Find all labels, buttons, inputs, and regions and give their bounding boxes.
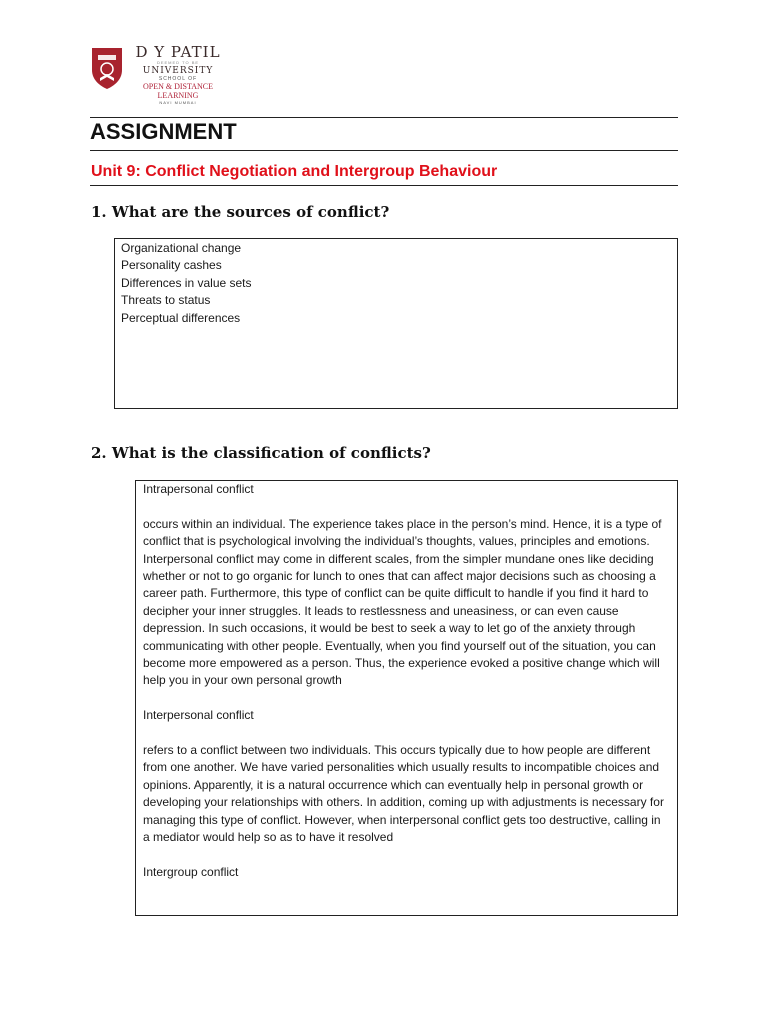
- answer-1-item: Threats to status: [121, 293, 211, 308]
- intergroup-heading: Intergroup conflict: [143, 864, 239, 879]
- intrapersonal-heading: Intrapersonal conflict: [143, 482, 254, 496]
- unit-heading: Unit 9: Conflict Negotiation and Intergroup Behaviour: [91, 163, 498, 180]
- answer-1-item: Personality cashes: [121, 258, 222, 273]
- logo-odl-line2: LEARNING: [157, 91, 199, 100]
- header-rule: [90, 117, 678, 118]
- answer-1-box: [114, 238, 678, 409]
- interpersonal-text: refers to a conflict between two individuals. This occurs typically due to how people are different from one another. We have varied personalities which usually results to incompatible choices and opinions. Apparently, it is a natural occurrence which can eventually help in personal growth or developing your relationships with others. In addition, coming up with adjustments is necessary for managing this type of conflict. However, when interpersonal conflict gets too destructive, calling in a mediator would help so as to have it resolved: [143, 743, 664, 845]
- unit-rule: [90, 185, 678, 186]
- answer-1-item: Differences in value sets: [121, 275, 252, 290]
- logo-subtitle: DEEMED TO BE: [156, 60, 200, 65]
- interpersonal-heading: Interpersonal conflict: [143, 708, 254, 723]
- answer-2-box: [135, 480, 678, 916]
- university-logo: [90, 44, 230, 114]
- question-1: 1. What are the sources of conflict?: [91, 203, 390, 221]
- logo-odl-line1: OPEN & DISTANCE: [142, 82, 214, 91]
- answer-1-item: Perceptual differences: [121, 310, 241, 325]
- logo-school: SCHOOL OF: [158, 76, 198, 82]
- shield-icon: [90, 46, 124, 90]
- logo-place: NAVI MUMBAI: [159, 100, 197, 105]
- page-title: ASSIGNMENT: [90, 119, 237, 144]
- question-2: 2. What is the classification of conflicts?: [91, 444, 431, 462]
- logo-name: D Y PATIL: [135, 43, 221, 61]
- answer-1-item: Organizational change: [121, 241, 242, 255]
- intrapersonal-text: occurs within an individual. The experience takes place in the person’s mind. Hence, it is a type of conflict that is psychological involving the individual’s thoughts, values, principles and emotions. Interpersonal conflict may come in different scales, from the simpler mundane ones like deciding whether or not to go organic for lunch to ones that can affect major decisions such as choosing a career path. Furthermore, this type of conflict can be quite difficult to handle if you find it hard to decipher your inner struggles. It leads to restlessness and uneasiness, or can even cause depression. In such occasions, it would be best to seek a way to let go of the anxiety through communicating with other people. Eventually, when you find yourself out of the situation, you can become more empowered as a person. Thus, the experience evoked a positive change which will help you in your own personal growth: [143, 516, 662, 688]
- title-rule: [90, 150, 678, 151]
- logo-university: UNIVERSITY: [142, 66, 214, 76]
